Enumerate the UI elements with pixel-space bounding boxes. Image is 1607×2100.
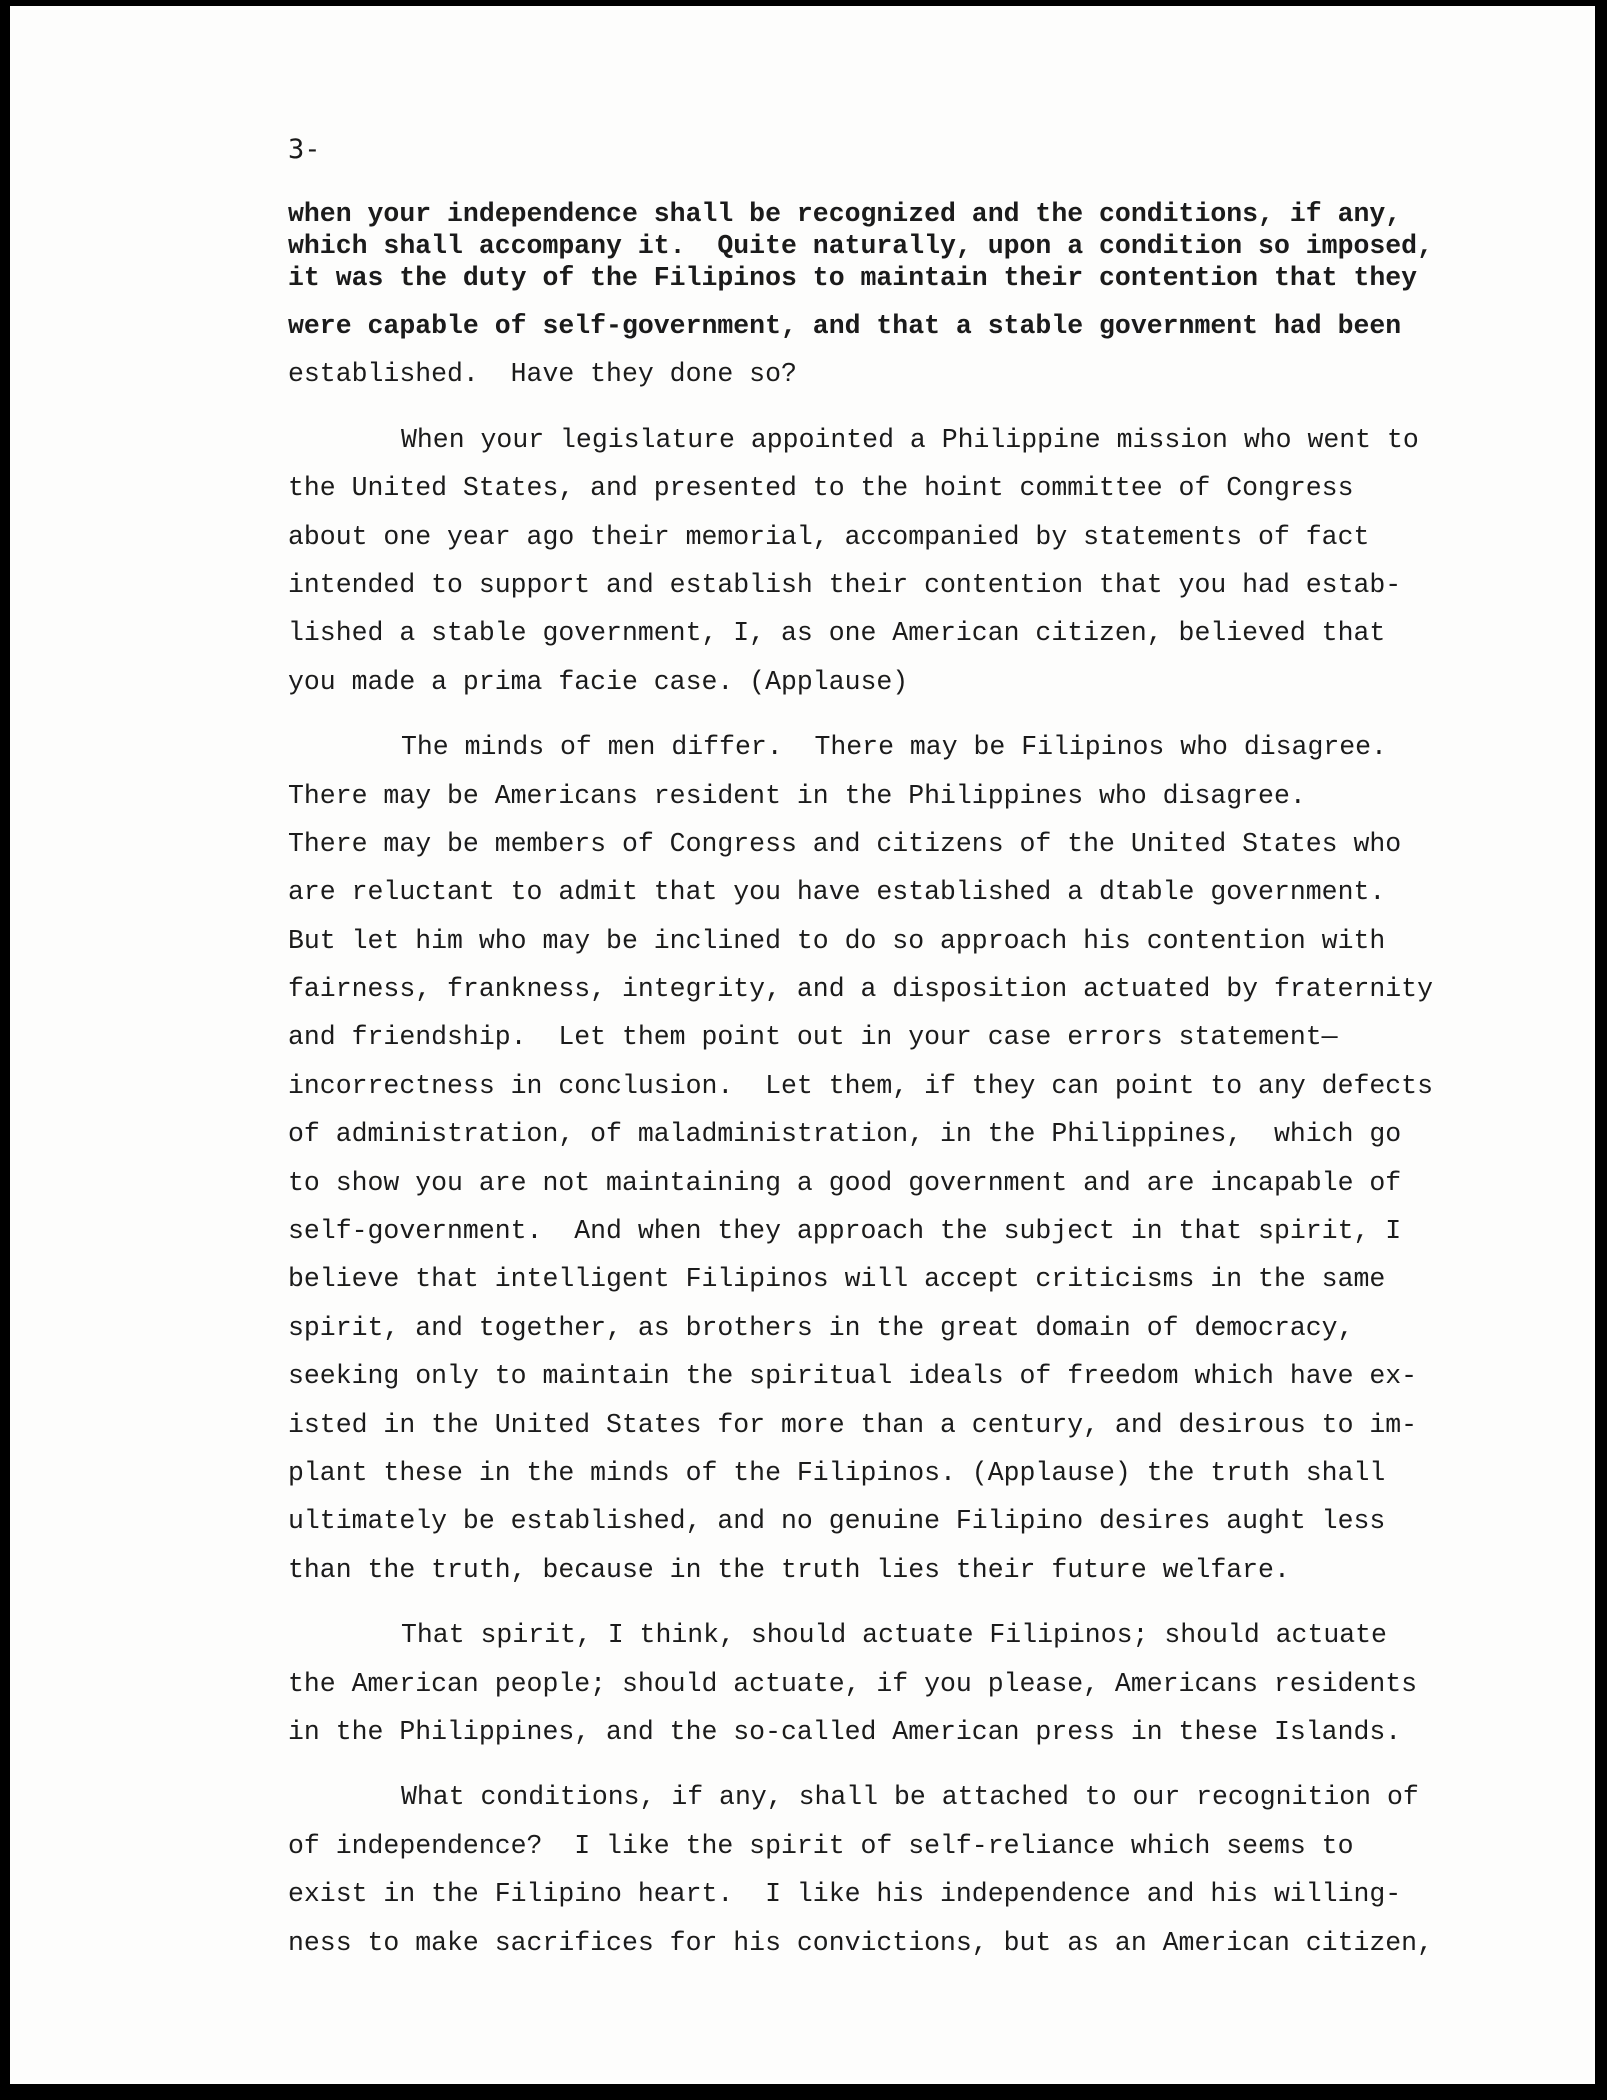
text-line: plant these in the minds of the Filipinos. (Applause) the truth shall	[288, 1457, 1386, 1488]
text-line: incorrectness in conclusion. Let them, if they can point to any defects	[288, 1070, 1433, 1101]
text-line: ness to make sacrifices for his convictions, but as an American citizen,	[288, 1927, 1433, 1958]
text-line: ultimately be established, and no genuine Filipino desires aught less	[288, 1506, 1386, 1537]
paragraph-3	[288, 723, 1488, 1594]
text-line: intended to support and establish their contention that you had estab-	[288, 569, 1402, 600]
text-line: to show you are not maintaining a good government and are incapable of	[288, 1167, 1402, 1198]
paragraph-4	[288, 1611, 1488, 1756]
text-line: in the Philippines, and the so-called American press in these Islands.	[288, 1716, 1402, 1747]
text-line: When your legislature appointed a Philippine mission who went to	[401, 424, 1419, 455]
paragraph-5	[288, 1773, 1488, 1967]
text-line: when your independence shall be recognized and the conditions, if any,	[288, 199, 1402, 229]
text-line: The minds of men differ. There may be Filipinos who disagree.	[401, 732, 1387, 763]
text-line: There may be members of Congress and citizens of the United States who	[288, 828, 1402, 859]
text-line: There may be Americans resident in the Philippines who disagree.	[288, 780, 1306, 811]
text-line: fairness, frankness, integrity, and a disposition actuated by fraternity	[288, 974, 1433, 1005]
text-line: are reluctant to admit that you have established a dtable government.	[288, 877, 1386, 908]
text-line: What conditions, if any, shall be attached to our recognition of	[401, 1782, 1419, 1813]
document-body	[288, 198, 1488, 1984]
text-line: believe that intelligent Filipinos will accept criticisms in the same	[288, 1264, 1386, 1295]
text-line: about one year ago their memorial, accompanied by statements of fact	[288, 521, 1370, 552]
text-line: the United States, and presented to the hoint committee of Congress	[288, 473, 1354, 504]
text-line: isted in the United States for more than a century, and desirous to im-	[288, 1409, 1418, 1440]
text-line: which shall accompany it. Quite naturally, upon a condition so imposed,	[288, 231, 1433, 261]
text-line: it was the duty of the Filipinos to maintain their contention that they	[288, 263, 1418, 293]
text-line: exist in the Filipino heart. I like his independence and his willing-	[288, 1879, 1402, 1910]
document-page	[10, 6, 1595, 2084]
text-line: you made a prima facie case. (Applause)	[288, 666, 909, 697]
text-line: But let him who may be inclined to do so approach his contention with	[288, 925, 1386, 956]
text-line: than the truth, because in the truth lies their future welfare.	[288, 1554, 1290, 1585]
text-line: the American people; should actuate, if you please, Americans residents	[288, 1668, 1418, 1699]
page-number: 3-	[288, 134, 321, 165]
text-line: and friendship. Let them point out in your case errors statement—	[288, 1022, 1338, 1053]
text-line: were capable of self-government, and that a stable government had been	[288, 311, 1402, 341]
text-line: self-government. And when they approach the subject in that spirit, I	[288, 1216, 1402, 1247]
paragraph-1	[288, 198, 1488, 399]
text-line: seeking only to maintain the spiritual ideals of freedom which have ex-	[288, 1361, 1418, 1392]
text-line: of administration, of maladministration, in the Philippines, which go	[288, 1119, 1402, 1150]
text-line: of independence? I like the spirit of self-reliance which seems to	[288, 1830, 1354, 1861]
paragraph-2	[288, 416, 1488, 706]
text-line: established. Have they done so?	[288, 359, 797, 390]
text-line: That spirit, I think, should actuate Filipinos; should actuate	[401, 1620, 1387, 1651]
text-line: lished a stable government, I, as one American citizen, believed that	[288, 618, 1386, 649]
text-line: spirit, and together, as brothers in the great domain of democracy,	[288, 1312, 1354, 1343]
